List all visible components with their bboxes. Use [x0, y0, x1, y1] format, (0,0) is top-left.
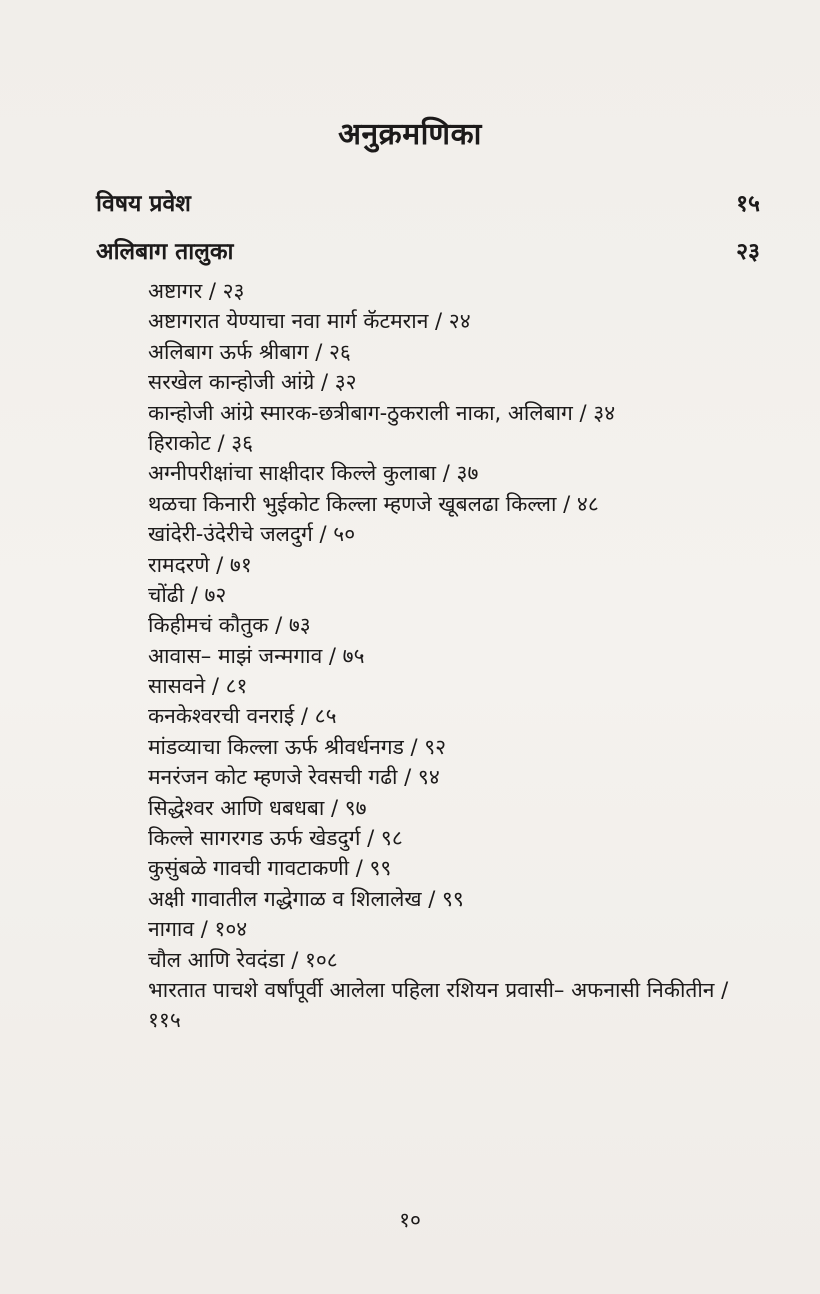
toc-entry: अलिबाग ऊर्फ श्रीबाग / २६ [148, 339, 351, 364]
toc-entry: अक्षी गावातील गद्धेगाळ व शिलालेख / ९९ [148, 886, 464, 911]
toc-entry: सरखेल कान्होजी आंग्रे / ३२ [148, 370, 357, 395]
toc-entry: अष्टागरात येण्याचा नवा मार्ग कॅटमरान / २४ [148, 309, 471, 334]
section-page-number: २३ [736, 239, 760, 265]
toc-entry: थळचा किनारी भुईकोट किल्ला म्हणजे खूबलढा किल्ला / ४८ [148, 491, 599, 516]
toc-entry: चौल आणि रेवदंडा / १०८ [148, 947, 338, 972]
toc-entry: चोंढी / ७२ [148, 582, 227, 607]
toc-entry: हिराकोट / ३६ [148, 430, 254, 455]
toc-entry: नागाव / १०४ [148, 917, 248, 942]
toc-entry: भारतात पाचशे वर्षांपूर्वी आलेला पहिला रशियन प्रवासी– अफनासी निकीतीन / ११५ [148, 977, 729, 1033]
toc-entry: कुसुंबळे गावची गावटाकणी / ९९ [148, 856, 392, 881]
toc-entry: सासवने / ८१ [148, 674, 248, 699]
section-name: अलिबाग तालुका [96, 239, 234, 265]
toc-entry: कनकेश्वरची वनराई / ८५ [148, 704, 337, 729]
toc-entry: आवास– माझं जन्मगाव / ७५ [148, 643, 365, 668]
section-page-number: १५ [736, 191, 760, 217]
page-title: अनुक्रमणिका [338, 117, 482, 152]
toc-entry: सिद्धेश्वर आणि धबधबा / ९७ [148, 795, 367, 820]
toc-entry: अग्नीपरीक्षांचा साक्षीदार किल्ले कुलाबा / ३७ [148, 461, 479, 486]
toc-entry: मनरंजन कोट म्हणजे रेवसची गढी / ९४ [148, 765, 440, 790]
section-heading-intro [96, 186, 760, 218]
toc-entry: कान्होजी आंग्रे स्मारक-छत्रीबाग-ठुकराली नाका, अलिबाग / ३४ [148, 400, 616, 425]
toc-entry: खांदेरी-उंदेरीचे जलदुर्ग / ५० [148, 522, 356, 547]
toc-entry: किल्ले सागरगड ऊर्फ खेडदुर्ग / ९८ [148, 826, 403, 851]
toc-entry-list [148, 276, 748, 1036]
toc-entry: रामदरणे / ७१ [148, 552, 252, 577]
section-heading-alibag [96, 234, 760, 266]
page-number: १० [399, 1208, 421, 1232]
toc-entry: किहीमचं कौतुक / ७३ [148, 613, 311, 638]
section-name: विषय प्रवेश [96, 191, 191, 217]
toc-entry: मांडव्याचा किल्ला ऊर्फ श्रीवर्धनगड / ९२ [148, 734, 447, 759]
toc-entry: अष्टागर / २३ [148, 279, 245, 303]
